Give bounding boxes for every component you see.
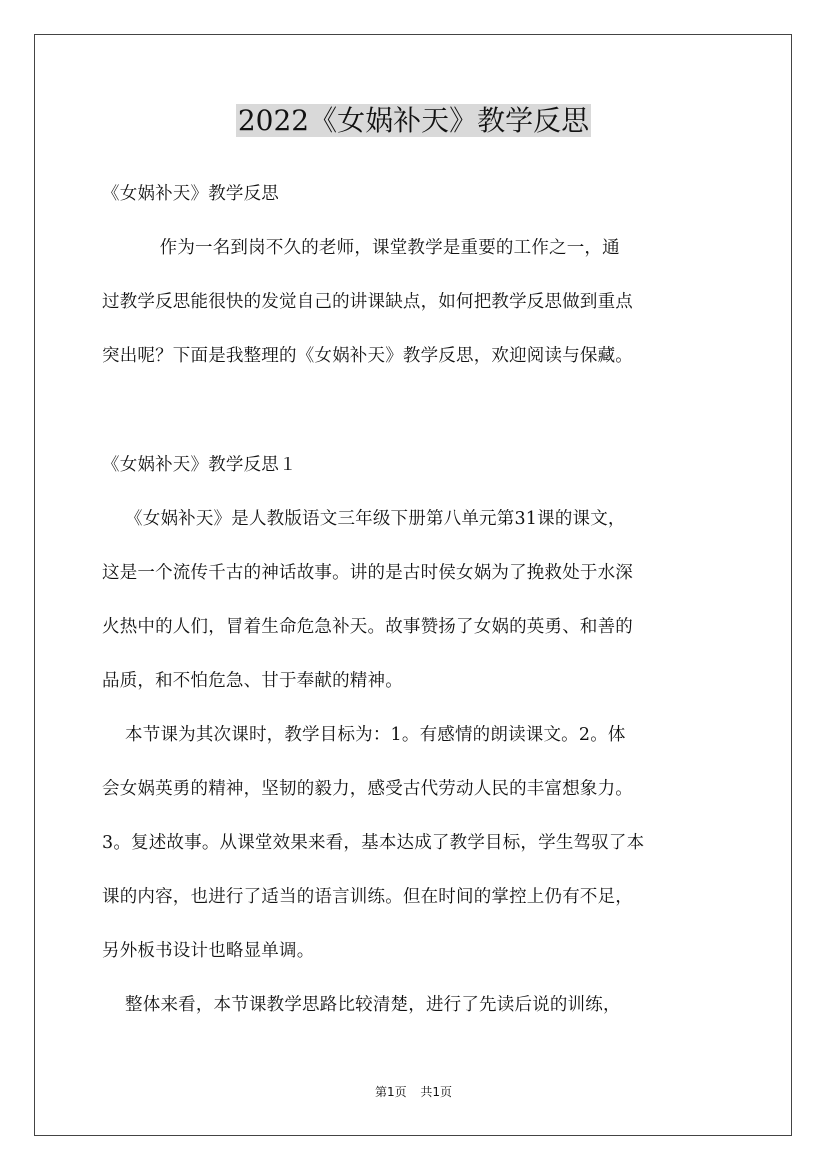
paragraph-line: 本节课为其次课时，教学目标为：1。有感情的朗读课文。2。体 bbox=[102, 725, 626, 745]
document-subtitle: 《女娲补天》教学反思 bbox=[102, 184, 279, 204]
paragraph-line: 课的内容，也进行了适当的语言训练。但在时间的掌控上仍有不足， bbox=[102, 887, 633, 907]
section-heading: 《女娲补天》教学反思１ bbox=[102, 455, 297, 475]
intro-line: 作为一名到岗不久的老师，课堂教学是重要的工作之一，通 bbox=[102, 238, 620, 258]
page-footer bbox=[0, 1082, 827, 1102]
paragraph-line: 会女娲英勇的精神，坚韧的毅力，感受古代劳动人民的丰富想象力。 bbox=[102, 779, 633, 799]
intro-line: 突出呢？下面是我整理的《女娲补天》教学反思，欢迎阅读与保藏。 bbox=[102, 346, 633, 366]
intro-line: 过教学反思能很快的发觉自己的讲课缺点，如何把教学反思做到重点 bbox=[102, 292, 633, 312]
paragraph-line: 品质，和不怕危急、甘于奉献的精神。 bbox=[102, 671, 403, 691]
body-paragraph-2 bbox=[102, 708, 742, 978]
paragraph-line: 3。复述故事。从课堂效果来看，基本达成了教学目标，学生驾驭了本 bbox=[102, 833, 645, 853]
intro-paragraph bbox=[102, 221, 742, 383]
paragraph-line: 另外板书设计也略显单调。 bbox=[102, 941, 315, 961]
paragraph-line: 整体来看，本节课教学思路比较清楚，进行了先读后说的训练， bbox=[102, 995, 621, 1015]
paragraph-line: 这是一个流传千古的神话故事。讲的是古时侯女娲为了挽救处于水深 bbox=[102, 563, 633, 583]
body-paragraph-1 bbox=[102, 492, 742, 708]
page-count: 共1页 bbox=[420, 1085, 453, 1099]
document-title bbox=[0, 98, 827, 144]
paragraph-line: 《女娲补天》是人教版语文三年级下册第八单元第31课的课文， bbox=[102, 509, 626, 529]
body-paragraph-3 bbox=[102, 978, 742, 1032]
document-title-text: 2022《女娲补天》教学反思 bbox=[237, 104, 590, 137]
page-number: 第1页 bbox=[374, 1085, 407, 1099]
paragraph-line: 火热中的人们，冒着生命危急补天。故事赞扬了女娲的英勇、和善的 bbox=[102, 617, 633, 637]
